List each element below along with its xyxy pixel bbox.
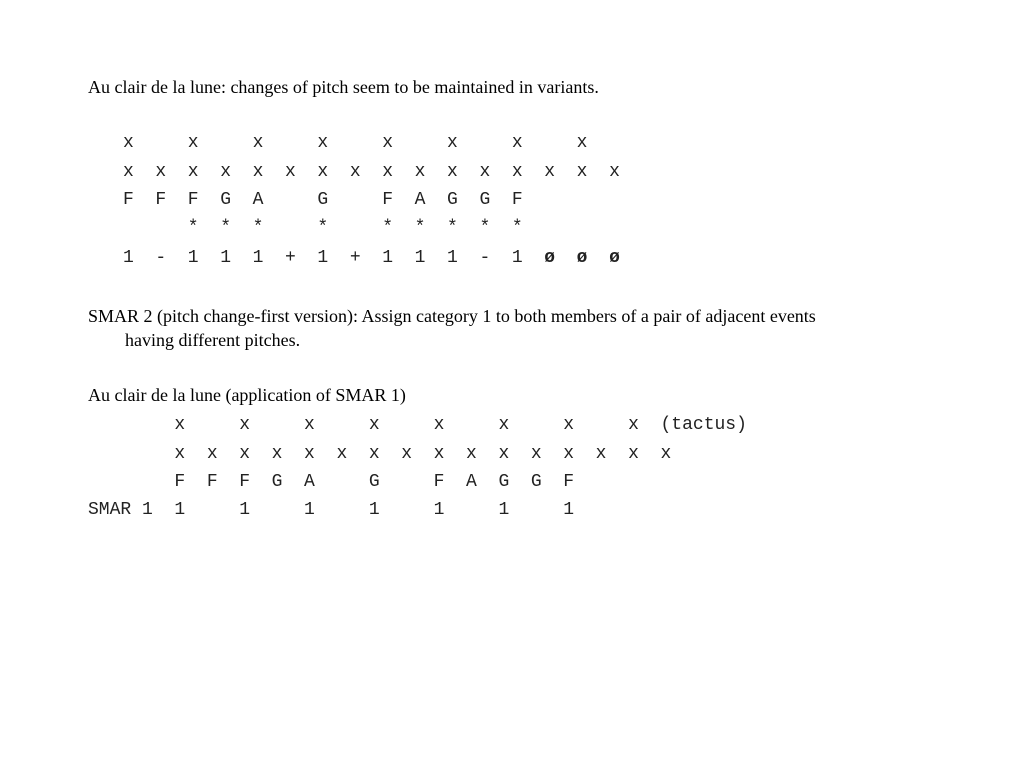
heading-au-clair-changes-of-pitch: Au clair de la lune: changes of pitch seem to be maintained in variants. bbox=[88, 77, 599, 97]
example-1-values: 1 - 1 1 1 + 1 + 1 1 1 - 1 bbox=[123, 248, 545, 268]
example-2-smar1-row: SMAR 1 1 1 1 1 1 1 1 bbox=[88, 500, 575, 520]
example-1-value-row bbox=[123, 247, 620, 269]
smar2-rule-line-1: SMAR 2 (pitch change-first version): Assign category 1 to both members of a pair of adjacent events bbox=[88, 306, 816, 326]
example-1-star-row: * * * * * * * * * bbox=[123, 218, 523, 238]
example-1-pitch-row: F F F G A G F A G G F bbox=[123, 190, 523, 210]
example-2-beat-row: x x x x x x x x x x x x x x x x bbox=[88, 444, 672, 464]
example-2-tactus-row: x x x x x x x x (tactus) bbox=[88, 415, 747, 435]
example-2-pitch-row: F F F G A G F A G G F bbox=[88, 472, 575, 492]
example-1-null-values: ø ø ø bbox=[544, 248, 620, 268]
heading-au-clair-application-smar1: Au clair de la lune (application of SMAR 1) bbox=[88, 385, 406, 405]
example-1-tactus-row: x x x x x x x x bbox=[123, 133, 588, 153]
smar2-rule-line-2: having different pitches. bbox=[125, 330, 301, 350]
example-1-beat-row: x x x x x x x x x x x x x x x x bbox=[123, 162, 620, 182]
